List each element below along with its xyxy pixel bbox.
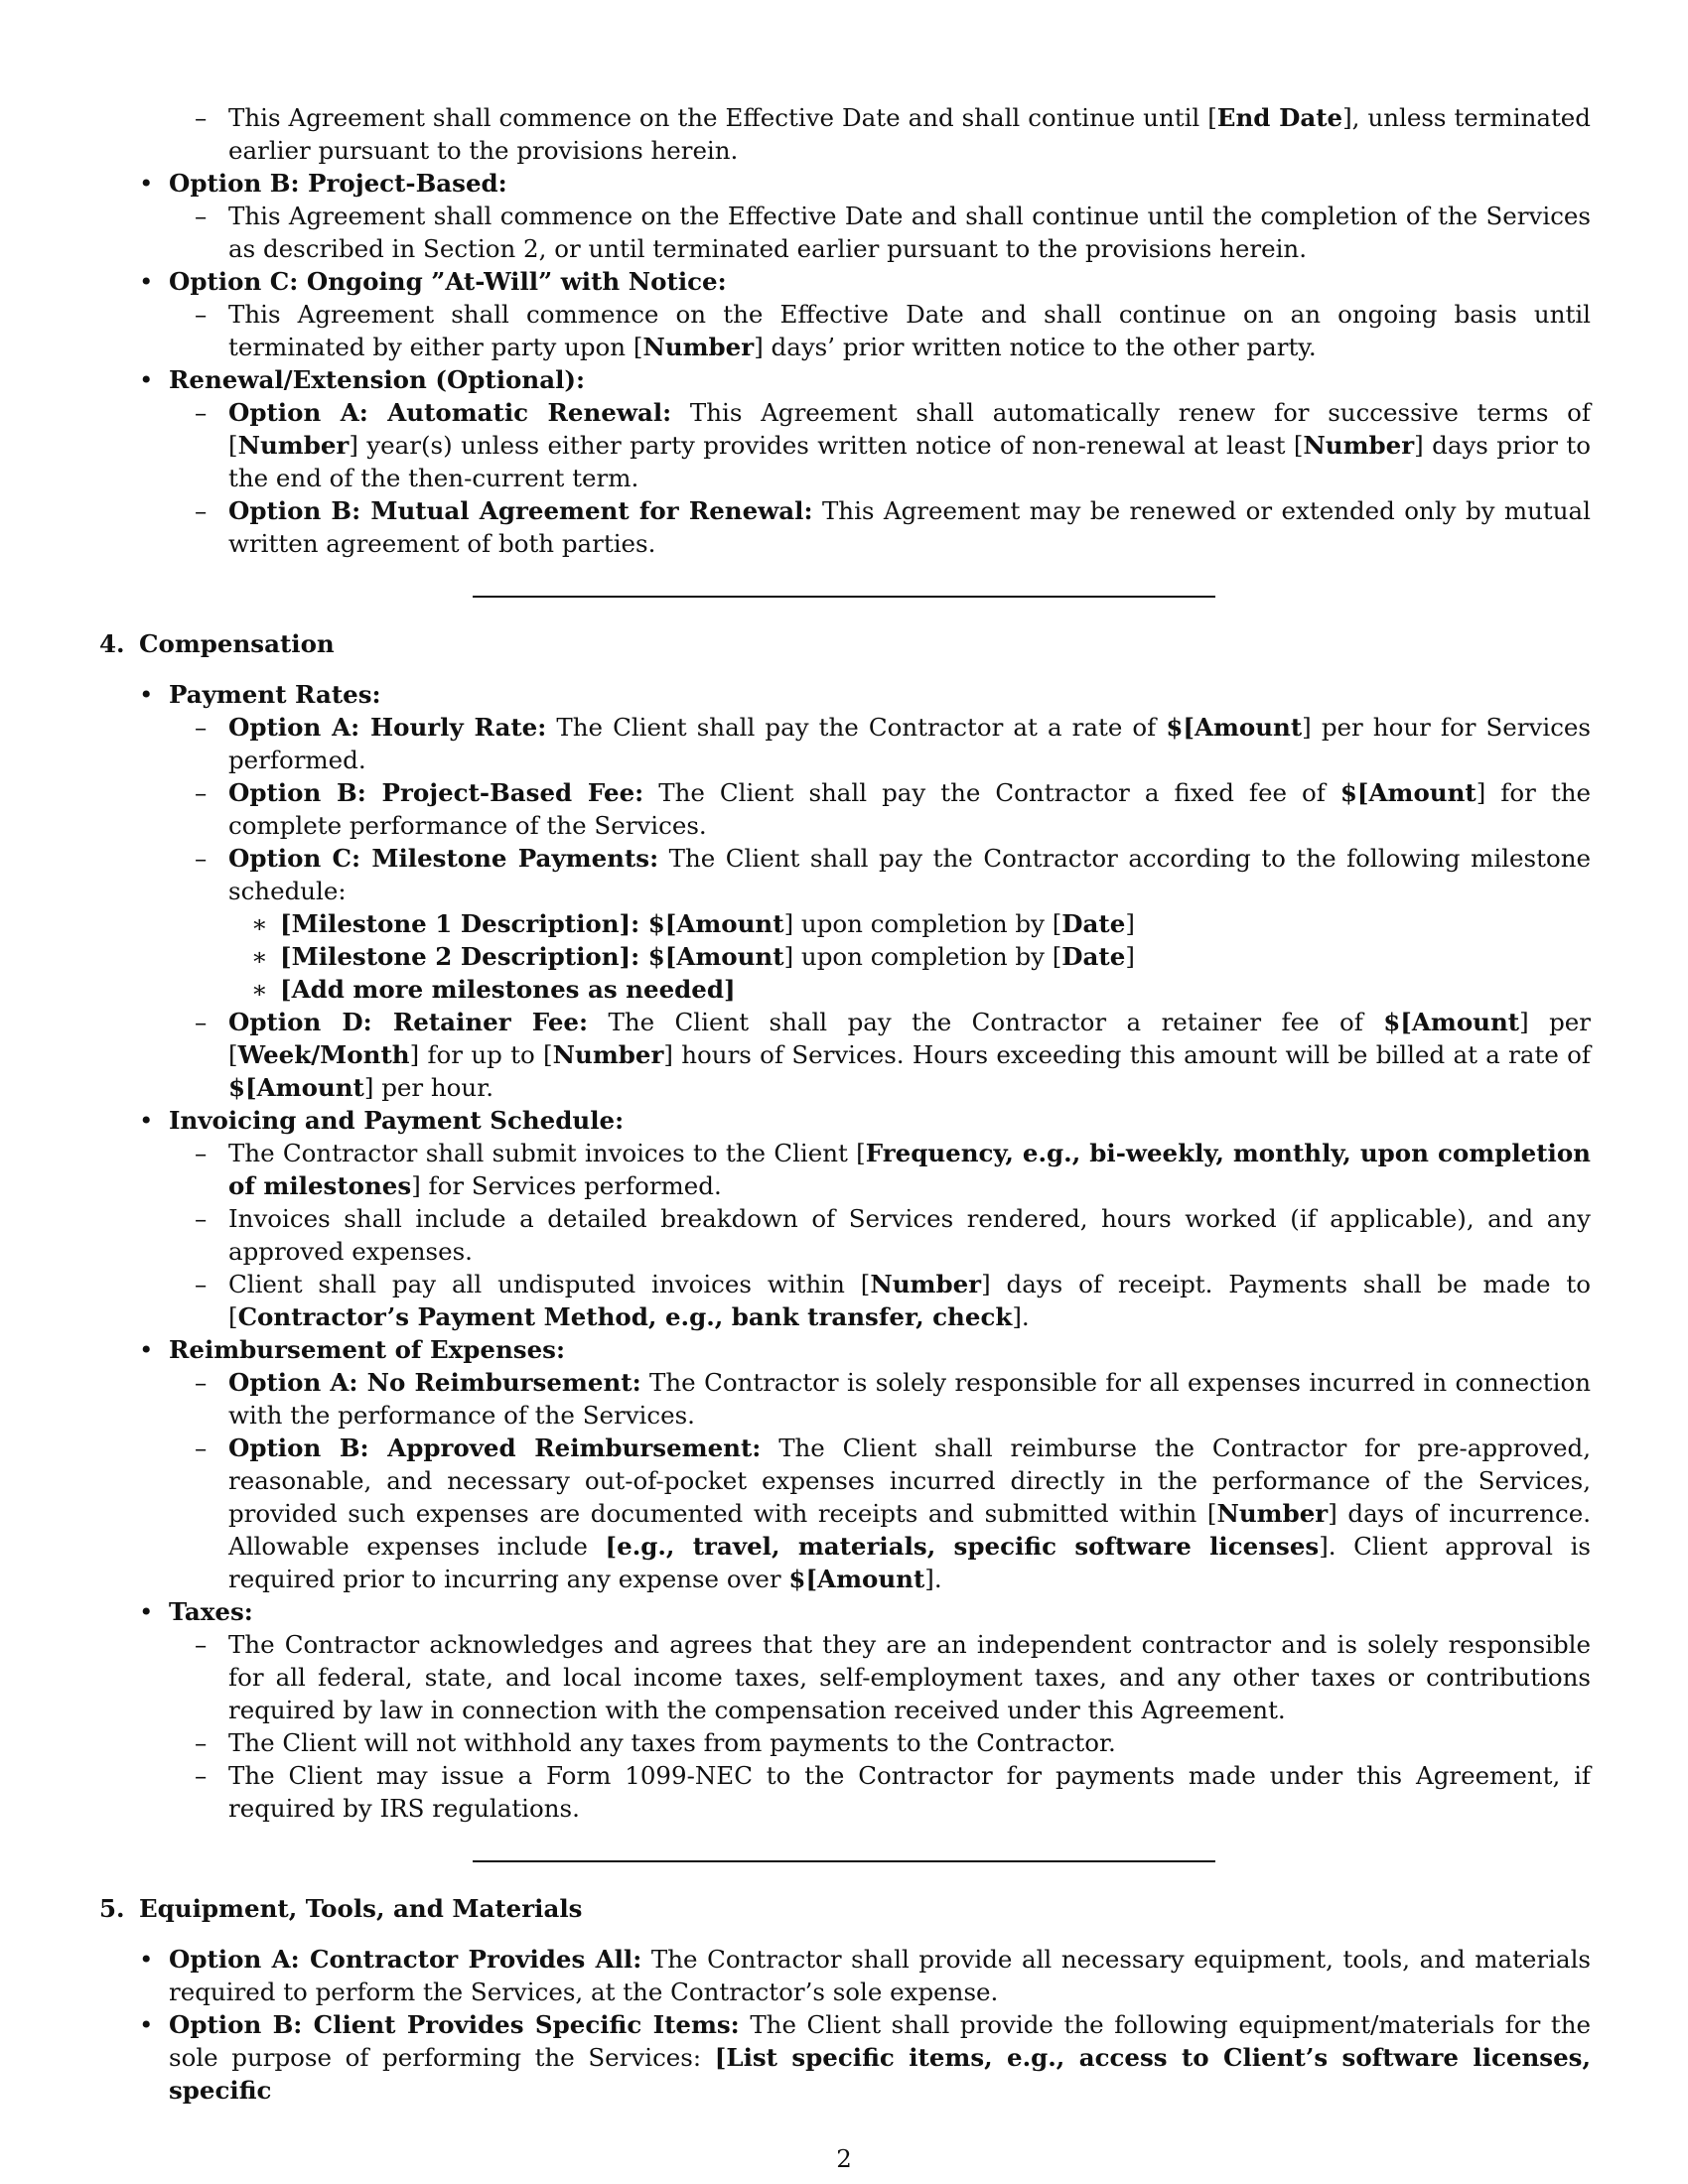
- renewal-option-a: – Option A: Automatic Renewal: This Agreement shall automatically renew for successive terms of [Number] year(s) unless either party provides written notice of non-renewal at least [Number] days prior to the end of the then-current term.: [195, 398, 1591, 492]
- retainer-fee-option: – Option D: Retainer Fee: The Client shall pay the Contractor a retainer fee of $[Amount] per [Week/Month] for up to [Number] hours of Services. Hours exceeding this amount will be billed at a rate of $[Amount] per hour.: [195, 1008, 1591, 1102]
- term-option-b-heading: • Option B: Project-Based:: [139, 169, 507, 198]
- approved-reimbursement-option: – Option B: Approved Reimbursement: The Client shall reimburse the Contractor for pre-approved, reasonable, and necessary out-of-pocket expenses incurred directly in the performance of the Services, provided such expenses are documented with receipts and submitted within [Number] days of incurrence. Allowable expenses include [e.g., travel, materials, specific software licenses]. Client approval is required prior to incurring any expense over $[Amount].: [195, 1433, 1591, 1593]
- project-fee-option: – Option B: Project-Based Fee: The Client shall pay the Contractor a fixed fee of $[Amount] for the complete performance of the Services.: [195, 778, 1592, 840]
- invoicing-item: – Invoices shall include a detailed breakdown of Services rendered, hours worked (if applicable), and any approved expenses.: [195, 1204, 1591, 1266]
- section-5-title: 5. Equipment, Tools, and Materials: [99, 1894, 583, 1923]
- taxes-heading: • Taxes:: [139, 1597, 253, 1626]
- milestone-item: ∗ [Milestone 2 Description]: $[Amount] upon completion by [Date]: [251, 942, 1135, 971]
- milestone-item: ∗ [Milestone 1 Description]: $[Amount] upon completion by [Date]: [251, 909, 1135, 938]
- taxes-item: – The Client may issue a Form 1099-NEC to the Contractor for payments made under this Agreement, if required by IRS regulations.: [195, 1761, 1591, 1823]
- page-number: 2: [836, 2144, 852, 2173]
- section-divider: [473, 596, 1215, 598]
- milestone-item: ∗ [Add more milestones as needed]: [251, 975, 736, 1004]
- term-option-b-text: – This Agreement shall commence on the Effective Date and shall continue until the completion of the Services as described in Section 2, or until terminated earlier pursuant to the provisions herein.: [195, 202, 1591, 263]
- term-option-c-heading: • Option C: Ongoing ”At-Will” with Notice:: [139, 267, 727, 296]
- invoicing-item: – Client shall pay all undisputed invoices within [Number] days of receipt. Payments shall be made to [Contractor’s Payment Method, e.g., bank transfer, check].: [195, 1270, 1591, 1331]
- term-option-c-text: – This Agreement shall commence on the Effective Date and shall continue on an ongoing basis until terminated by either party upon [Number] days’ prior written notice to the other party.: [195, 300, 1591, 361]
- invoicing-heading: • Invoicing and Payment Schedule:: [139, 1106, 625, 1135]
- page-content: [99, 101, 1591, 2107]
- taxes-item: – The Client will not withhold any taxes from payments to the Contractor.: [195, 1728, 1116, 1757]
- hourly-rate-option: – Option A: Hourly Rate: The Client shall pay the Contractor at a rate of $[Amount] per hour for Services performed.: [195, 713, 1591, 774]
- renewal-option-b: – Option B: Mutual Agreement for Renewal: This Agreement may be renewed or extended only by mutual written agreement of both parties.: [195, 496, 1591, 558]
- renewal-heading: • Renewal/Extension (Optional):: [139, 365, 586, 394]
- equipment-option-b: • Option B: Client Provides Specific Items: The Client shall provide the following equipment/materials for the sole purpose of performing the Services: [List specific items, e.g., access to Client’s software licenses, specific: [139, 2010, 1591, 2105]
- no-reimbursement-option: – Option A: No Reimbursement: The Contractor is solely responsible for all expenses incurred in connection with the performance of the Services.: [195, 1368, 1591, 1430]
- taxes-item: – The Contractor acknowledges and agrees that they are an independent contractor and is solely responsible for all federal, state, and local income taxes, self-employment taxes, and any other taxes or contributions required by law in connection with the compensation received under this Agreement.: [195, 1630, 1591, 1724]
- invoicing-item: – The Contractor shall submit invoices to the Client [Frequency, e.g., bi-weekly, monthly, upon completion of milestones] for Services performed.: [195, 1139, 1591, 1200]
- section-divider: [473, 1860, 1215, 1862]
- section-4-title: 4. Compensation: [99, 629, 335, 658]
- reimbursement-heading: • Reimbursement of Expenses:: [139, 1335, 566, 1364]
- payment-rates-heading: • Payment Rates:: [139, 680, 381, 709]
- equipment-option-a: • Option A: Contractor Provides All: The Contractor shall provide all necessary equipment, tools, and materials required to perform the Services, at the Contractor’s sole expense.: [139, 1945, 1591, 2006]
- milestone-payments-option: – Option C: Milestone Payments: The Client shall pay the Contractor according to the following milestone schedule:: [195, 844, 1591, 905]
- term-option-a-text: – This Agreement shall commence on the Effective Date and shall continue until [End Date], unless terminated earlier pursuant to the provisions herein.: [195, 103, 1591, 165]
